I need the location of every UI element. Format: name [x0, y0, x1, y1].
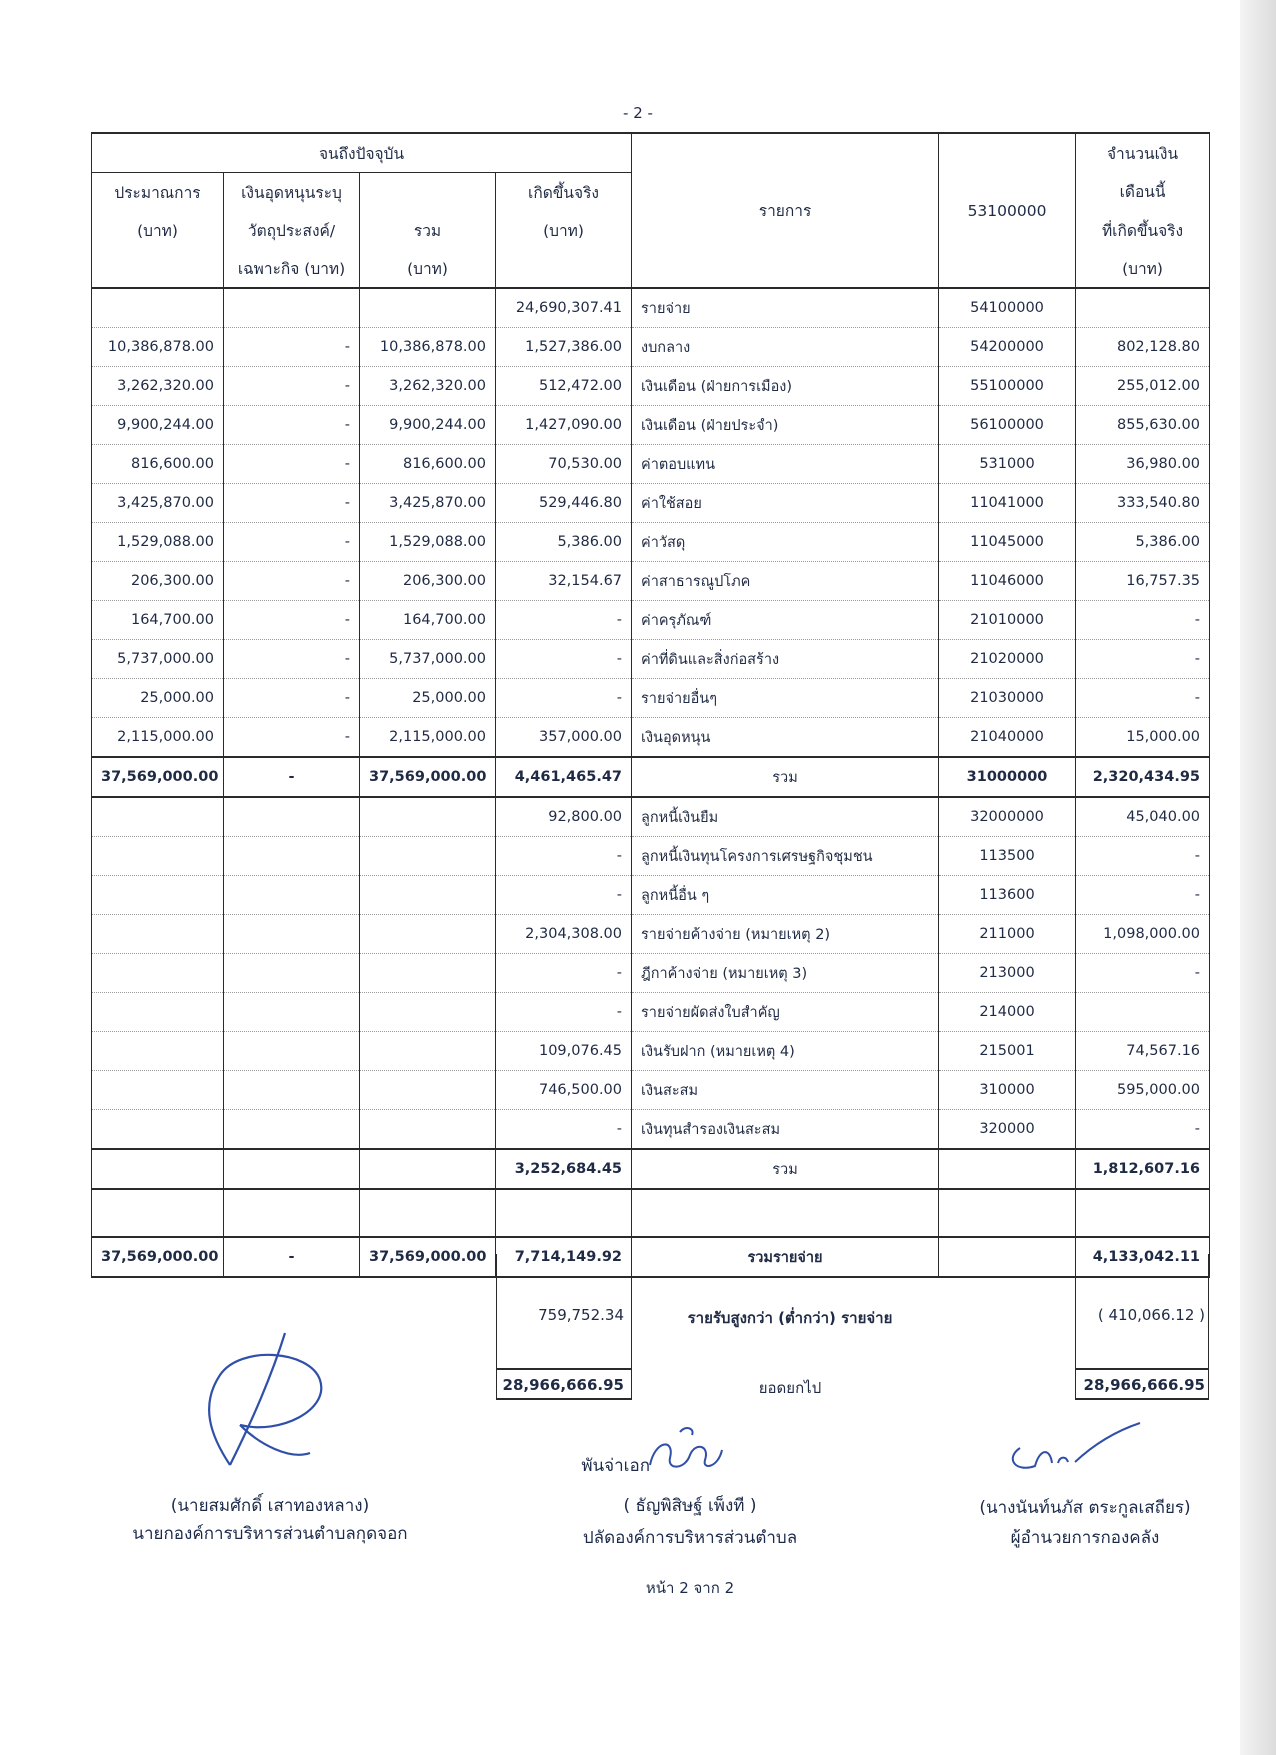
subsidy-cell — [224, 1032, 360, 1071]
code-cell: 214000 — [939, 993, 1076, 1032]
header-budget-1: ประมาณการ — [92, 173, 224, 212]
code-cell: 56100000 — [939, 406, 1076, 445]
actual-cell: - — [496, 679, 632, 718]
expense-row — [92, 484, 1210, 523]
carried-month: 28,966,666.95 — [1083, 1376, 1205, 1394]
code-cell: 113500 — [939, 837, 1076, 876]
budget-cell: 3,262,320.00 — [92, 367, 224, 406]
subsidy-cell — [224, 954, 360, 993]
scan-edge-shadow — [1240, 0, 1276, 1755]
page-number-top: - 2 - — [623, 104, 653, 122]
other-row — [92, 954, 1210, 993]
code-cell: 310000 — [939, 1071, 1076, 1110]
budget-cell: 9,900,244.00 — [92, 406, 224, 445]
total-cell — [360, 993, 496, 1032]
subsidy-cell: - — [224, 718, 360, 758]
subsidy-cell — [224, 876, 360, 915]
total-cell — [360, 1110, 496, 1150]
month-cell: 16,757.35 — [1076, 562, 1210, 601]
carried-label: ยอดยกไป — [758, 1379, 822, 1397]
left-signer-title: นายกองค์การบริหารส่วนตำบลกุดจอก — [132, 1524, 408, 1544]
actual-cell: - — [496, 993, 632, 1032]
expense-report-table — [91, 132, 1210, 1278]
item-cell: เงินเดือน (ฝ่ายประจำ) — [632, 406, 939, 445]
month-cell — [1076, 288, 1210, 328]
item-cell: เงินเดือน (ฝ่ายการเมือง) — [632, 367, 939, 406]
month-cell: 45,040.00 — [1076, 797, 1210, 837]
budget-cell — [92, 993, 224, 1032]
subsidy-cell: - — [224, 484, 360, 523]
other-row — [92, 876, 1210, 915]
month-cell: - — [1076, 601, 1210, 640]
item-cell: ค่าวัสดุ — [632, 523, 939, 562]
total-cell — [360, 1071, 496, 1110]
subsidy-cell: - — [224, 640, 360, 679]
carried-actual: 28,966,666.95 — [502, 1376, 624, 1394]
grand-total-row: 37,569,000.00 - 37,569,000.00 7,714,149.92 รวมรายจ่าย 4,133,042.11 — [92, 1237, 1210, 1277]
month-cell: 802,128.80 — [1076, 328, 1210, 367]
actual-cell: - — [496, 954, 632, 993]
right-signer-title: ผู้อำนวยการกองคลัง — [1010, 1528, 1160, 1548]
total-cell: 25,000.00 — [360, 679, 496, 718]
item-cell: งบกลาง — [632, 328, 939, 367]
other-row — [92, 797, 1210, 837]
actual-cell: 32,154.67 — [496, 562, 632, 601]
header-month-3: ที่เกิดขึ้นจริง — [1076, 211, 1210, 249]
item-cell: รายจ่ายค้างจ่าย (หมายเหตุ 2) — [632, 915, 939, 954]
code-cell: 32000000 — [939, 797, 1076, 837]
actual-cell: 746,500.00 — [496, 1071, 632, 1110]
expense-row — [92, 718, 1210, 758]
expense-row — [92, 328, 1210, 367]
month-cell: 36,980.00 — [1076, 445, 1210, 484]
budget-cell: 1,529,088.00 — [92, 523, 224, 562]
code-cell: 213000 — [939, 954, 1076, 993]
total-cell: 9,900,244.00 — [360, 406, 496, 445]
item-cell: เงินสะสม — [632, 1071, 939, 1110]
actual-cell: 24,690,307.41 — [496, 288, 632, 328]
month-cell: 595,000.00 — [1076, 1071, 1210, 1110]
budget-cell: 10,386,878.00 — [92, 328, 224, 367]
month-cell — [1076, 993, 1210, 1032]
item-cell: รายจ่ายอื่นๆ — [632, 679, 939, 718]
actual-cell: - — [496, 1110, 632, 1150]
expense-row — [92, 406, 1210, 445]
budget-cell: 816,600.00 — [92, 445, 224, 484]
total-cell: 816,600.00 — [360, 445, 496, 484]
total-cell: 1,529,088.00 — [360, 523, 496, 562]
budget-cell: 25,000.00 — [92, 679, 224, 718]
total-cell: 2,115,000.00 — [360, 718, 496, 758]
other-row — [92, 1071, 1210, 1110]
subsidy-cell: - — [224, 367, 360, 406]
budget-cell — [92, 915, 224, 954]
month-cell: 855,630.00 — [1076, 406, 1210, 445]
header-budget-2: (บาท) — [92, 211, 224, 249]
subsidy-cell: - — [224, 601, 360, 640]
total-cell: 206,300.00 — [360, 562, 496, 601]
total-cell — [360, 1032, 496, 1071]
other-total-row: 3,252,684.45 รวม 1,812,607.16 — [92, 1149, 1210, 1189]
total-cell — [360, 797, 496, 837]
header-actual-2: (บาท) — [496, 211, 632, 249]
expense-row — [92, 679, 1210, 718]
actual-cell: 109,076.45 — [496, 1032, 632, 1071]
expense-row — [92, 601, 1210, 640]
code-cell: 113600 — [939, 876, 1076, 915]
total-cell — [360, 915, 496, 954]
budget-cell — [92, 837, 224, 876]
item-cell: เงินรับฝาก (หมายเหตุ 4) — [632, 1032, 939, 1071]
month-cell: - — [1076, 679, 1210, 718]
header-subsidy-2: วัตถุประสงค์/ — [224, 211, 360, 249]
header-subsidy-3: เฉพาะกิจ (บาท) — [224, 249, 360, 288]
item-cell: ลูกหนี้อื่น ๆ — [632, 876, 939, 915]
month-cell: 255,012.00 — [1076, 367, 1210, 406]
actual-cell: - — [496, 640, 632, 679]
subsidy-cell — [224, 797, 360, 837]
header-total-2: (บาท) — [360, 249, 496, 288]
surplus-actual: 759,752.34 — [538, 1306, 624, 1324]
actual-cell: 1,427,090.00 — [496, 406, 632, 445]
item-cell: ลูกหนี้เงินยืม — [632, 797, 939, 837]
other-row — [92, 993, 1210, 1032]
month-cell: 333,540.80 — [1076, 484, 1210, 523]
center-signer-title: ปลัดองค์การบริหารส่วนตำบล — [582, 1528, 798, 1548]
budget-cell: 2,115,000.00 — [92, 718, 224, 758]
month-cell: 15,000.00 — [1076, 718, 1210, 758]
item-cell: รายจ่ายผัดส่งใบสำคัญ — [632, 993, 939, 1032]
budget-cell: 5,737,000.00 — [92, 640, 224, 679]
subsidy-cell — [224, 288, 360, 328]
actual-cell: 70,530.00 — [496, 445, 632, 484]
subsidy-cell — [224, 993, 360, 1032]
total-cell: 10,386,878.00 — [360, 328, 496, 367]
total-cell — [360, 837, 496, 876]
actual-cell: 2,304,308.00 — [496, 915, 632, 954]
month-cell: - — [1076, 1110, 1210, 1150]
other-rows — [92, 797, 1210, 1149]
budget-cell — [92, 876, 224, 915]
left-signature-drawing — [180, 1325, 360, 1475]
code-cell: 21010000 — [939, 601, 1076, 640]
code-cell: 21040000 — [939, 718, 1076, 758]
total-cell: 3,262,320.00 — [360, 367, 496, 406]
total-cell — [360, 288, 496, 328]
item-cell: เงินทุนสำรองเงินสะสม — [632, 1110, 939, 1150]
header-month-4: (บาท) — [1076, 249, 1210, 288]
actual-cell: - — [496, 876, 632, 915]
code-cell: 54100000 — [939, 288, 1076, 328]
subsidy-cell: - — [224, 523, 360, 562]
right-signer-name: (นางนันท์นภัส ตระกูลเสถียร) — [979, 1498, 1191, 1518]
item-cell: ค่าใช้สอย — [632, 484, 939, 523]
budget-cell — [92, 288, 224, 328]
surplus-month: ( 410,066.12 ) — [1097, 1306, 1205, 1324]
item-cell: ค่าสาธารณูปโภค — [632, 562, 939, 601]
item-cell: เงินอุดหนุน — [632, 718, 939, 758]
actual-cell: 512,472.00 — [496, 367, 632, 406]
month-cell: - — [1076, 876, 1210, 915]
code-cell: 54200000 — [939, 328, 1076, 367]
code-cell: 55100000 — [939, 367, 1076, 406]
other-row — [92, 837, 1210, 876]
center-signature-drawing — [640, 1420, 730, 1480]
budget-cell: 164,700.00 — [92, 601, 224, 640]
expense-row — [92, 562, 1210, 601]
header-item: รายการ — [632, 133, 939, 288]
total-cell — [360, 954, 496, 993]
total-cell: 5,737,000.00 — [360, 640, 496, 679]
month-cell: 1,098,000.00 — [1076, 915, 1210, 954]
expense-row — [92, 445, 1210, 484]
subsidy-cell: - — [224, 679, 360, 718]
budget-cell — [92, 954, 224, 993]
budget-cell: 3,425,870.00 — [92, 484, 224, 523]
code-cell: 11046000 — [939, 562, 1076, 601]
actual-cell: 5,386.00 — [496, 523, 632, 562]
item-cell: รายจ่าย — [632, 288, 939, 328]
total-cell: 164,700.00 — [360, 601, 496, 640]
actual-cell: 529,446.80 — [496, 484, 632, 523]
budget-cell — [92, 1071, 224, 1110]
expense-row — [92, 523, 1210, 562]
header-row-1 — [92, 133, 1210, 173]
total-cell: 3,425,870.00 — [360, 484, 496, 523]
budget-cell — [92, 797, 224, 837]
surplus-label: รายรับสูงกว่า (ต่ำกว่า) รายจ่าย — [687, 1309, 893, 1327]
header-month-1: จำนวนเงิน — [1076, 133, 1210, 173]
subsidy-cell — [224, 837, 360, 876]
center-rank: พันจ่าเอก — [581, 1456, 650, 1476]
budget-cell — [92, 1032, 224, 1071]
month-cell: 5,386.00 — [1076, 523, 1210, 562]
code-cell: 11041000 — [939, 484, 1076, 523]
month-cell: - — [1076, 837, 1210, 876]
budget-cell: 206,300.00 — [92, 562, 224, 601]
expense-row — [92, 288, 1210, 328]
header-group-label: จนถึงปัจจุบัน — [92, 133, 632, 173]
item-cell: ค่าตอบแทน — [632, 445, 939, 484]
code-cell: 11045000 — [939, 523, 1076, 562]
subsidy-cell: - — [224, 406, 360, 445]
expense-rows — [92, 288, 1210, 757]
expense-total — [92, 757, 1210, 797]
right-signature-drawing — [1000, 1418, 1150, 1478]
code-cell: 211000 — [939, 915, 1076, 954]
spacer-row — [92, 1189, 1210, 1237]
left-signer-name: (นายสมศักดิ์ เสาทองหลาง) — [170, 1496, 370, 1516]
header-month-2: เดือนนี้ — [1076, 173, 1210, 212]
code-cell: 21030000 — [939, 679, 1076, 718]
other-row — [92, 1032, 1210, 1071]
month-cell: - — [1076, 640, 1210, 679]
item-cell: ฎีกาค้างจ่าย (หมายเหตุ 3) — [632, 954, 939, 993]
expense-row — [92, 367, 1210, 406]
subsidy-cell: - — [224, 445, 360, 484]
subsidy-cell — [224, 915, 360, 954]
item-cell: ค่าครุภัณฑ์ — [632, 601, 939, 640]
header-actual-1: เกิดขึ้นจริง — [496, 173, 632, 212]
actual-cell: - — [496, 601, 632, 640]
subsidy-cell: - — [224, 562, 360, 601]
item-cell: ค่าที่ดินและสิ่งก่อสร้าง — [632, 640, 939, 679]
total-cell — [360, 876, 496, 915]
subsidy-cell — [224, 1071, 360, 1110]
page-footer: หน้า 2 จาก 2 — [645, 1579, 735, 1597]
code-cell: 215001 — [939, 1032, 1076, 1071]
month-cell: 74,567.16 — [1076, 1032, 1210, 1071]
subsidy-cell — [224, 1110, 360, 1150]
header-code: 53100000 — [939, 133, 1076, 288]
subsidy-cell: - — [224, 328, 360, 367]
code-cell: 531000 — [939, 445, 1076, 484]
header-total-1: รวม — [360, 211, 496, 249]
other-row — [92, 915, 1210, 954]
actual-cell: - — [496, 837, 632, 876]
expense-row — [92, 640, 1210, 679]
expense-total-row: 37,569,000.00 - 37,569,000.00 4,461,465.47 รวม 31000000 2,320,434.95 — [92, 757, 1210, 797]
actual-cell: 1,527,386.00 — [496, 328, 632, 367]
code-cell: 320000 — [939, 1110, 1076, 1150]
actual-cell: 357,000.00 — [496, 718, 632, 758]
month-cell: - — [1076, 954, 1210, 993]
item-cell: ลูกหนี้เงินทุนโครงการเศรษฐกิจชุมชน — [632, 837, 939, 876]
budget-cell — [92, 1110, 224, 1150]
code-cell: 21020000 — [939, 640, 1076, 679]
center-signer-name: ( ธัญพิสิษฐ์ เพ็งที ) — [623, 1496, 757, 1516]
other-row — [92, 1110, 1210, 1150]
actual-cell: 92,800.00 — [496, 797, 632, 837]
header-subsidy-1: เงินอุดหนุนระบุ — [224, 173, 360, 212]
